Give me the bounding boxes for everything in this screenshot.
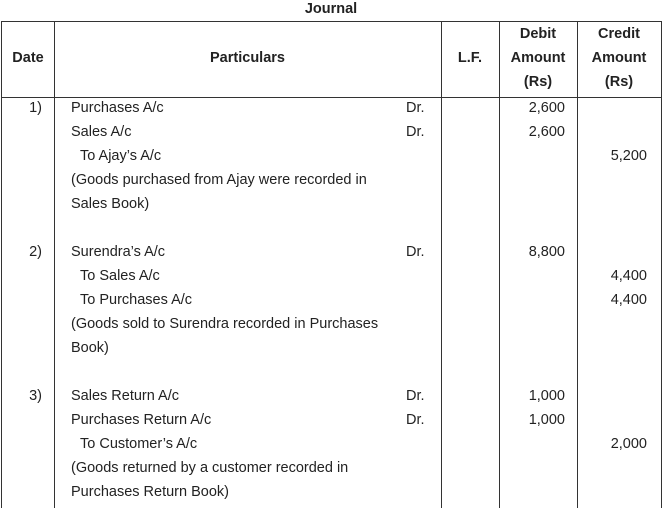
entry-date: 3) xyxy=(29,388,42,404)
entry-account-text: To Customer’s A/c xyxy=(80,436,198,452)
narration-text: (Goods purchased from Ajay were recorded in xyxy=(71,172,367,188)
narration-text: Sales Book) xyxy=(71,196,150,212)
entry-account-text: Sales A/c xyxy=(71,124,132,140)
header-debit-line-3: (Rs) xyxy=(523,74,553,90)
header-date: Date xyxy=(12,50,44,66)
journal-title: Journal xyxy=(304,1,358,17)
dr-label: Dr. xyxy=(406,244,425,260)
header-credit-line-3: (Rs) xyxy=(604,74,634,90)
header-particulars: Particulars xyxy=(210,50,285,66)
debit-amount: 2,600 xyxy=(528,100,565,116)
credit-amount: 4,400 xyxy=(610,292,647,308)
dr-label: Dr. xyxy=(406,124,425,140)
narration-text: Book) xyxy=(71,340,109,356)
dr-label: Dr. xyxy=(406,412,425,428)
debit-amount: 2,600 xyxy=(528,124,565,140)
header-credit-line-2: Amount xyxy=(591,50,647,66)
credit-amount: 5,200 xyxy=(610,148,647,164)
entry-account-text: Sales Return A/c xyxy=(71,388,179,404)
dr-label: Dr. xyxy=(406,388,425,404)
header-debit-line-1: Debit xyxy=(519,26,557,42)
column-divider xyxy=(499,22,500,508)
journal-table xyxy=(1,21,662,508)
debit-amount: 8,800 xyxy=(528,244,565,260)
column-divider xyxy=(441,22,442,508)
entry-account-text: Purchases A/c xyxy=(71,100,164,116)
narration-text: Purchases Return Book) xyxy=(71,484,229,500)
debit-amount: 1,000 xyxy=(528,412,565,428)
entry-account-text: To Ajay’s A/c xyxy=(80,148,162,164)
debit-amount: 1,000 xyxy=(528,388,565,404)
credit-amount: 4,400 xyxy=(610,268,647,284)
entry-date: 2) xyxy=(29,244,42,260)
entry-account-text: To Purchases A/c xyxy=(80,292,193,308)
entry-account-text: Purchases Return A/c xyxy=(71,412,212,428)
credit-amount: 2,000 xyxy=(610,436,647,452)
dr-label: Dr. xyxy=(406,100,425,116)
narration-text: (Goods returned by a customer recorded in xyxy=(71,460,349,476)
entry-account-text: Surendra’s A/c xyxy=(71,244,166,260)
column-divider xyxy=(54,22,55,508)
entry-account-text: To Sales A/c xyxy=(80,268,160,284)
header-lf: L.F. xyxy=(457,50,483,66)
header-debit-line-2: Amount xyxy=(510,50,566,66)
narration-text: (Goods sold to Surendra recorded in Purchases xyxy=(71,316,379,332)
header-credit-line-1: Credit xyxy=(598,26,640,42)
entry-date: 1) xyxy=(29,100,42,116)
